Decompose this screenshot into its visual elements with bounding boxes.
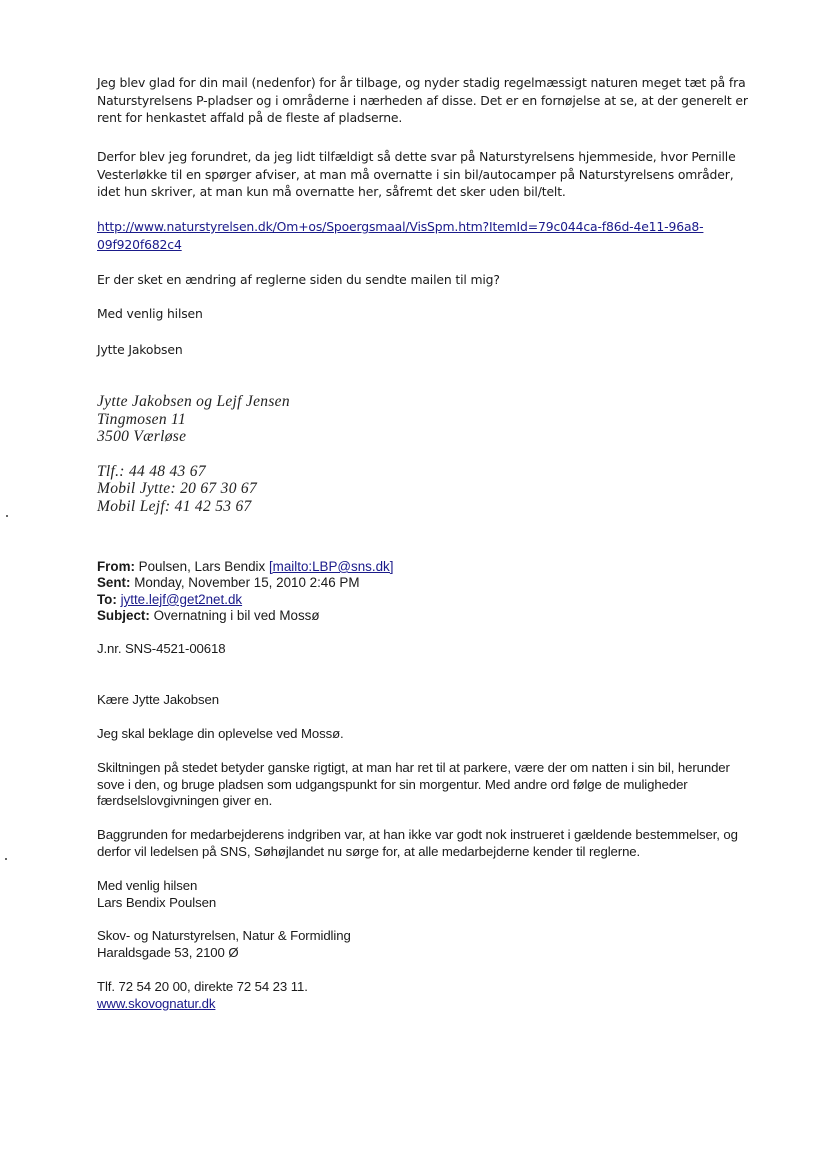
signature-names: Jytte Jakobsen og Lejf Jensen: [97, 393, 290, 410]
scan-speck: [6, 515, 8, 517]
letter-greeting: Med venlig hilsen: [97, 306, 203, 321]
signature-street: Tingmosen 11: [97, 410, 187, 428]
letter-name: Jytte Jakobsen: [97, 342, 183, 357]
reply-jnr: J.nr. SNS-4521-00618: [97, 641, 226, 656]
to-value[interactable]: jytte.lejf@get2net.dk: [120, 591, 243, 607]
signature-city: 3500 Værløse: [97, 428, 187, 445]
sent-label: Sent:: [97, 575, 131, 591]
email-header: [97, 559, 757, 625]
reply-paragraph-1: Jeg skal beklage din oplevelse ved Mossø.: [97, 726, 344, 741]
from-value: Poulsen, Lars Bendix: [138, 559, 266, 574]
reply-sender: Lars Bendix Poulsen: [97, 894, 217, 910]
sent-value: Monday, November 15, 2010 2:46 PM: [134, 575, 360, 591]
signature-phone: Tlf.: 44 48 43 67: [97, 462, 206, 480]
reference-url-line-2[interactable]: 09f920f682c4: [97, 236, 182, 252]
to-label: To:: [97, 591, 117, 607]
letter-paragraph-1: Jeg blev glad for din mail (nedenfor) for år tilbage, og nyder stadig regelmæssigt naturen meget tæt på fra Naturstyrelsens P-pladser og i områderne i nærheden af disse. Det er en fornøjelse at se, at der generelt er rent for henkastet affald på de fleste af pladserne.: [97, 75, 748, 125]
reply-closing-greeting: Med venlig hilsen: [97, 878, 198, 893]
reply-website-link[interactable]: www.skovognatur.dk: [97, 995, 216, 1011]
reply-org-address: Haraldsgade 53, 2100 Ø: [97, 944, 239, 960]
reply-organization: [97, 928, 757, 961]
from-line: [97, 559, 757, 575]
letter-paragraph-2: Derfor blev jeg forundret, da jeg lidt tilfældigt så dette svar på Naturstyrelsens hjemmeside, hvor Pernille Vesterløkke til en spørger afviser, at man må overnatte i sin bil/autocamper på Naturstyrelsens områder, idet hun skriver, at man kun må overnatte her, såfremt det sker uden bil/telt.: [97, 149, 736, 199]
reply-closing: [97, 878, 757, 911]
reference-url-line-1[interactable]: http://www.naturstyrelsen.dk/Om+os/Spoergsmaal/VisSpm.htm?ItemId=79c044ca-f86d-4e11-96a8-: [97, 219, 704, 234]
sent-line: [97, 575, 757, 591]
reply-paragraph-2: Skiltningen på stedet betyder ganske rigtigt, at man har ret til at parkere, være der om natten i sin bil, herunder sove i den, og bruge pladsen som udgangspunkt for sin morgentur. Med andre ord følge de muligheder færdselslovgivningen giver en.: [97, 760, 730, 808]
reply-org-name: Skov- og Naturstyrelsen, Natur & Formidling: [97, 928, 351, 943]
reply-salutation: Kære Jytte Jakobsen: [97, 692, 219, 707]
subject-line: [97, 608, 757, 624]
reference-url[interactable]: [97, 218, 757, 253]
reply-phones: Tlf. 72 54 20 00, direkte 72 54 23 11.: [97, 979, 308, 994]
from-label: From:: [97, 559, 135, 574]
subject-value: Overnatning i bil ved Mossø: [153, 608, 320, 624]
reply-paragraph-3: Baggrunden for medarbejderens indgriben var, at han ikke var godt nok instrueret i gældende bestemmelser, og derfor vil ledelsen på SNS, Søhøjlandet nu sørge for, at alle medarbejderne kender til reglerne.: [97, 827, 738, 859]
subject-label: Subject:: [97, 608, 150, 624]
to-line: [97, 592, 757, 608]
letter-question: Er der sket en ændring af reglerne siden du sendte mailen til mig?: [97, 272, 500, 287]
signature-mobile-jytte: Mobil Jytte: 20 67 30 67: [97, 480, 258, 497]
scan-speck: [5, 858, 7, 860]
reply-contact: [97, 979, 757, 1012]
signature-mobile-lejf: Mobil Lejf: 41 42 53 67: [97, 497, 252, 515]
signature-block: [97, 393, 757, 515]
from-mailto-link[interactable]: [mailto:LBP@sns.dk]: [268, 559, 394, 574]
